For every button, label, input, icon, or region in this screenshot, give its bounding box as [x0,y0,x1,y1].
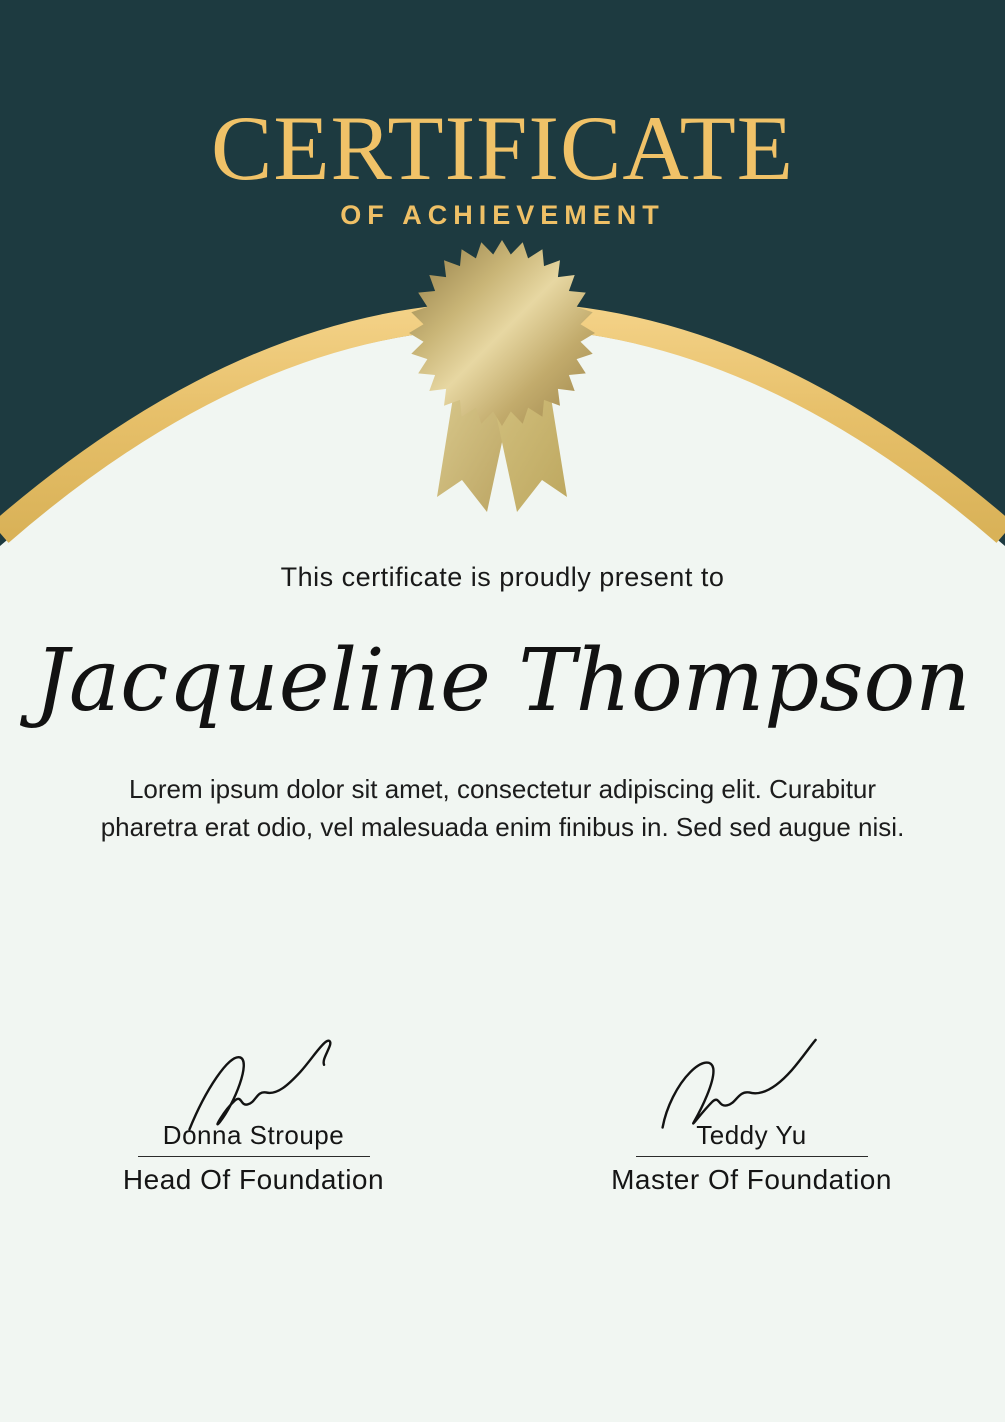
signer-name-left: Donna Stroupe [162,1120,345,1150]
signature-block-right [607,1032,897,1196]
certificate-subtitle: OF ACHIEVEMENT [340,200,665,230]
signer-name-right: Teddy Yu [696,1120,807,1150]
recipient-name: Jacqueline Thompson [34,631,971,731]
signer-role-left: Head Of Foundation [122,1164,385,1195]
signer-role-right: Master Of Foundation [611,1164,892,1195]
award-seal-icon [409,240,595,512]
header-artwork [0,0,1005,620]
signature-block-left [109,1032,399,1196]
signature-underline-left [138,1120,370,1157]
signature-row [0,1032,1005,1196]
certificate-title: CERTIFICATE [210,97,795,199]
signature-underline-right [636,1120,868,1157]
description-text: Lorem ipsum dolor sit amet, consectetur adipiscing elit. Curabitur pharetra erat odio, vel malesuada enim finibus in. Sed sed augue nisi. [100,774,905,842]
intro-line: This certificate is proudly present to [280,562,725,592]
